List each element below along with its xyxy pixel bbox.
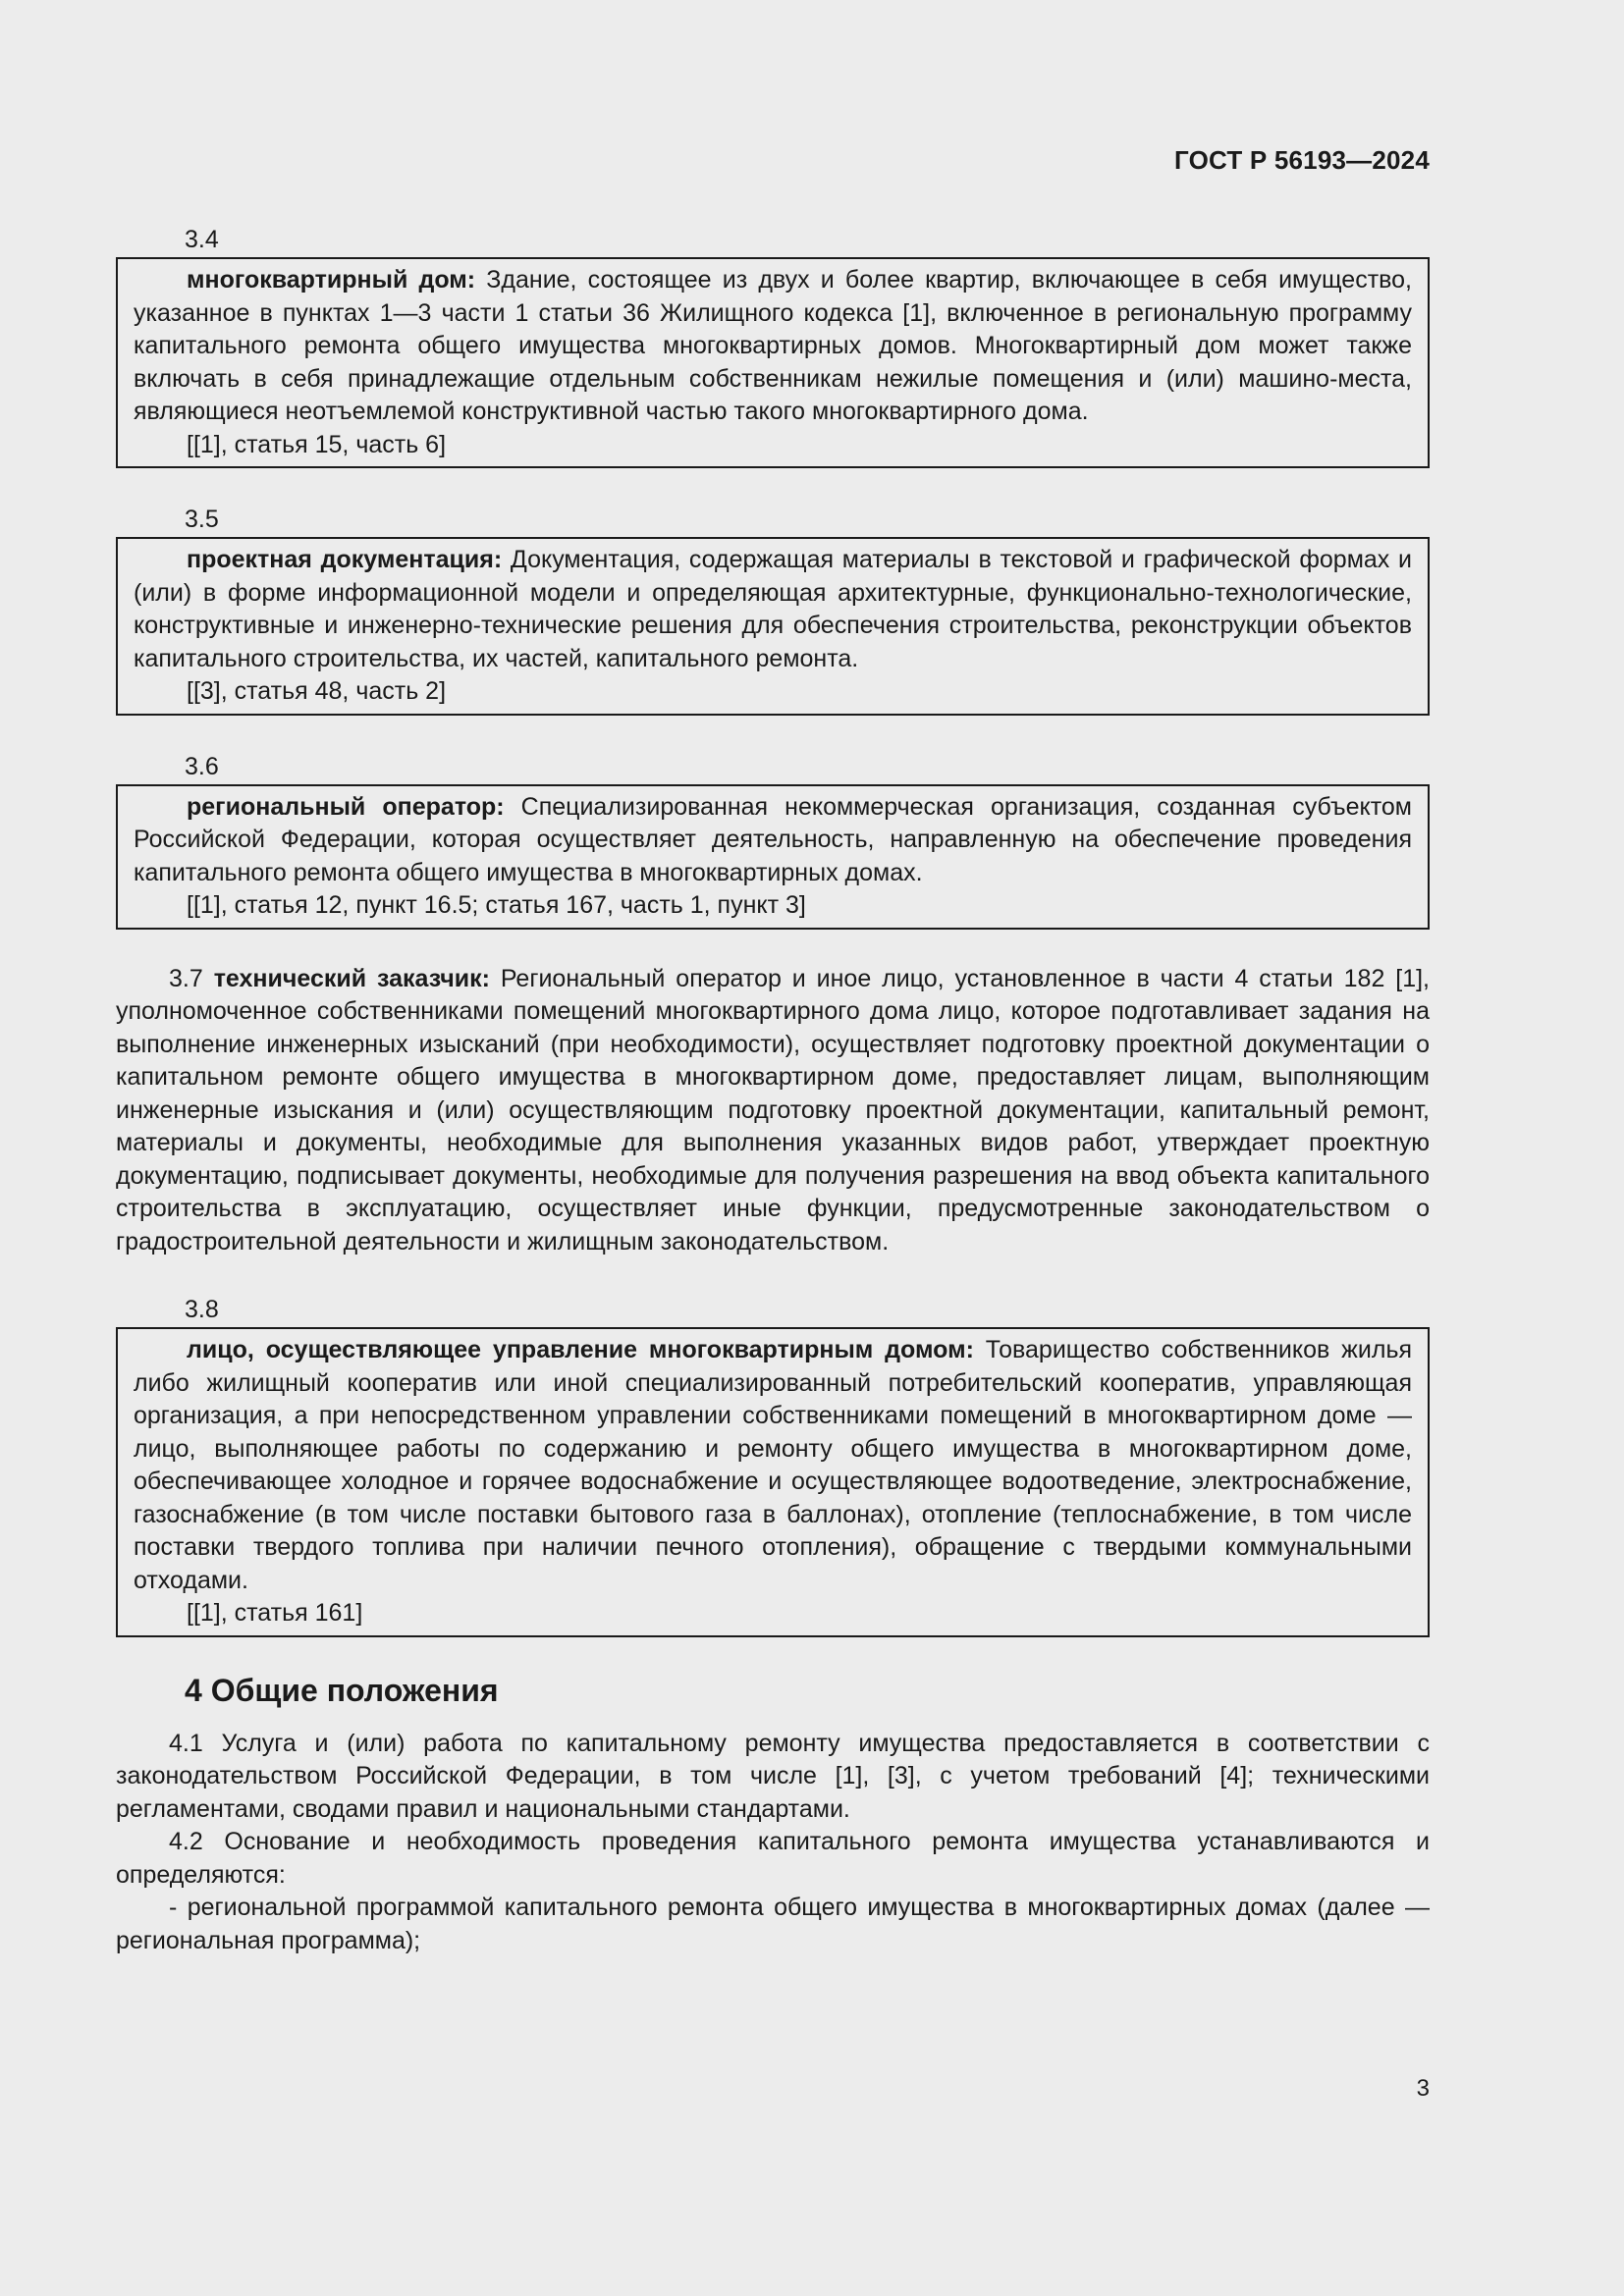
page-number: 3	[1416, 2075, 1430, 2102]
term-definition	[134, 264, 1412, 429]
term-source: [[3], статья 48, часть 2]	[187, 677, 447, 705]
document-code: ГОСТ Р 56193—2024	[1174, 145, 1430, 175]
term-box-3-6	[116, 784, 1430, 930]
term-box-3-8	[116, 1327, 1430, 1637]
section-4-body	[116, 1728, 1430, 1958]
term-3-7	[116, 963, 1430, 1259]
paragraph-4-1: 4.1 Услуга и (или) работа по капитальному ремонту имущества предоставляется в соответствии с законодательством Российской Федерации, в том числе [1], [3], с учетом требований [4]; техническими регламентами, сводами правил и национальными стандартами.	[116, 1729, 1430, 1823]
term-number: 3.5	[185, 506, 219, 533]
paragraph-4-2: 4.2 Основание и необходимость проведения капитального ремонта имущества устанавливаются и определяются:	[116, 1828, 1430, 1889]
term-number: 3.7	[169, 964, 203, 992]
term-number: 3.4	[185, 226, 219, 253]
term-definition	[134, 544, 1412, 675]
term-source: [[1], статья 12, пункт 16.5; статья 167, часть 1, пункт 3]	[187, 891, 806, 919]
term-definition	[134, 791, 1412, 890]
term-number: 3.6	[185, 752, 219, 780]
term-text: Специализированная некоммерческая организация, созданная субъектом Российской Федерации, которая осуществляет деятельность, направленную на обеспечение проведения капитального ремонта общего имущества в многоквартирных домах.	[134, 792, 1412, 886]
term-name: региональный оператор:	[187, 792, 505, 821]
term-box-3-5	[116, 537, 1430, 716]
term-number: 3.8	[185, 1296, 219, 1323]
term-name: многоквартирный дом:	[187, 266, 476, 294]
term-definition	[116, 963, 1430, 1259]
term-name: проектная документация:	[187, 546, 503, 573]
term-name: лицо, осуществляющее управление многоквартирным домом:	[187, 1336, 974, 1363]
section-title: 4 Общие положения	[185, 1672, 499, 1708]
term-text: Товарищество собственников жилья либо жилищный кооператив или иной специализированный потребительский кооператив, управляющая организация, а при непосредственном управлении собственниками помещений в многоквартирном доме — лицо, выполняющее работы по содержанию и ремонту общего имущества в многоквартирном доме, обеспечивающее холодное и горячее водоснабжение и осуществляющее водоотведение, электроснабжение, газоснабжение (в том числе поставки бытового газа в баллонах), отопление (теплоснабжение, в том числе поставки твердого топлива при наличии печного отопления), обращение с твердыми коммунальными отходами.	[134, 1336, 1413, 1594]
term-text: Региональный оператор и иное лицо, установленное в части 4 статьи 182 [1], уполномоченное собственниками помещений многоквартирного дома лицо, которое подготавливает задания на выполнение инженерных изысканий (при необходимости), осуществляет подготовку проектной документации о капитальном ремонте общего имущества в многоквартирном доме, предоставляет лицам, выполняющим инженерные изыскания и (или) осуществляющим подготовку проектной документации, капитальный ремонт, материалы и документы, необходимые для выполнения указанных видов работ, утверждает проектную документацию, подписывает документы, необходимые для получения разрешения на ввод объекта капитального строительства в эксплуатацию, осуществляет иные функции, предусмотренные законодательством о градостроительной деятельности и жилищным законодательством.	[116, 964, 1431, 1255]
term-text: Здание, состоящее из двух и более квартир, включающее в себя имущество, указанное в пунктах 1—3 части 1 статьи 36 Жилищного кодекса [1], включенное в региональную программу капитального ремонта общего имущества многоквартирных домов. Многоквартирный дом может также включать в себя принадлежащие отдельным собственникам нежилые помещения и (или) машино-места, являющиеся неотъемлемой конструктивной частью такого многоквартирного дома.	[134, 266, 1412, 425]
term-definition	[134, 1334, 1412, 1597]
term-text: Документация, содержащая материалы в текстовой и графической формах и (или) в форме информационной модели и определяющая архитектурные, функционально-технологические, конструктивные и инженерно-технические решения для обеспечения строительства, реконструкции объектов капитального строительства, их частей, капитального ремонта.	[134, 546, 1412, 672]
term-source: [[1], статья 161]	[187, 1599, 363, 1627]
term-box-3-4	[116, 257, 1430, 468]
list-item: - региональной программой капитального ремонта общего имущества в многоквартирных домах (далее — региональная программа);	[116, 1894, 1430, 1954]
term-source: [[1], статья 15, часть 6]	[187, 430, 447, 458]
term-name: технический заказчик:	[213, 964, 490, 992]
page-content	[116, 222, 1430, 1957]
